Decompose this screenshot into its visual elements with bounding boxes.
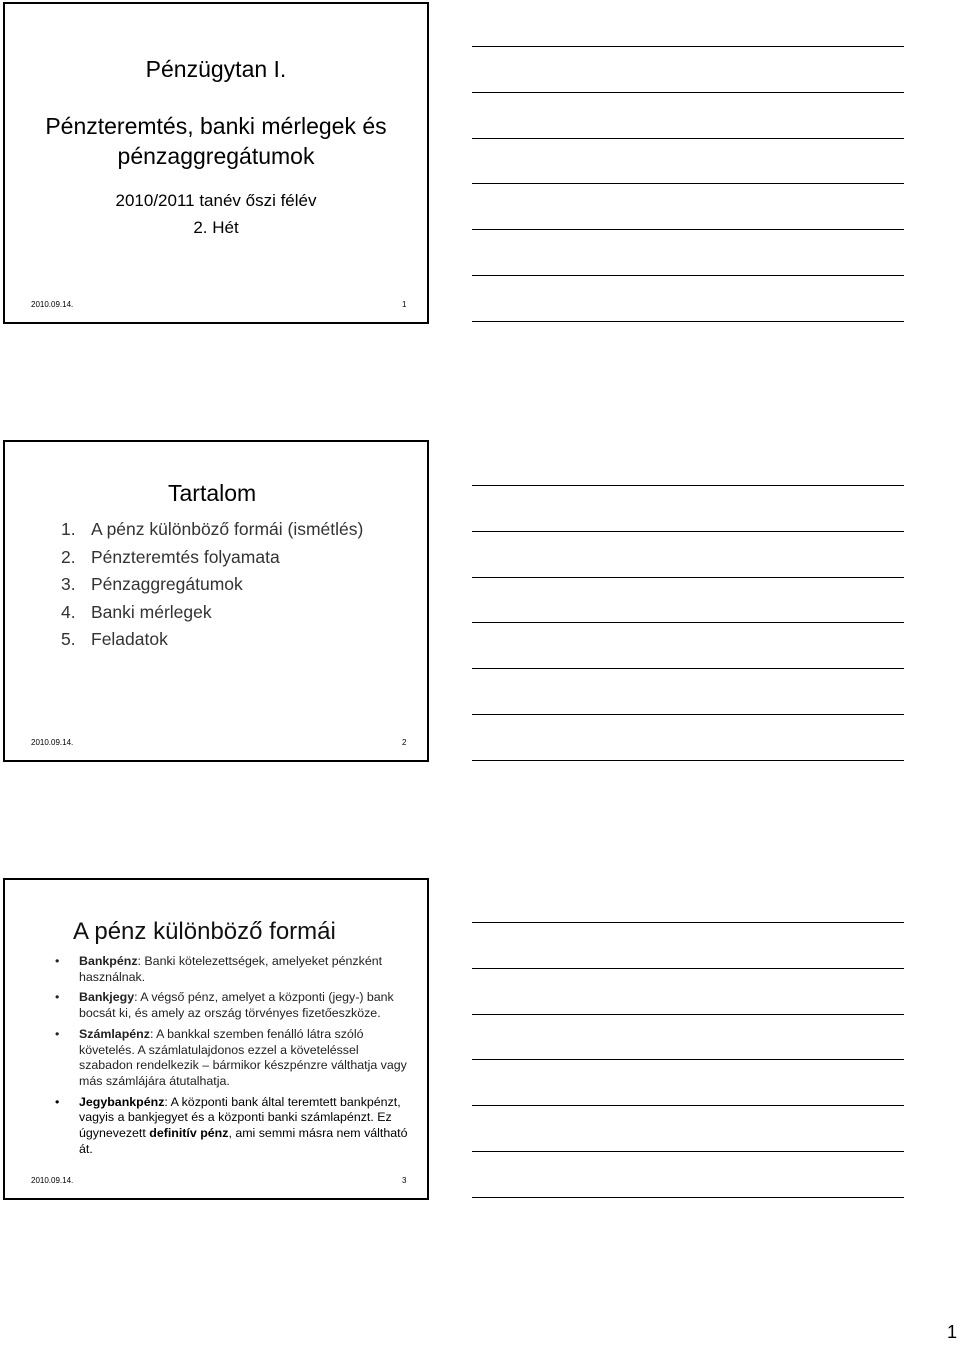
note-line [472, 229, 904, 230]
note-line [472, 138, 904, 139]
bullet-term: Számlapénz [79, 1026, 150, 1041]
note-line [472, 622, 904, 623]
bullet-text: : A bankkal szemben fenálló látra szóló követelés. A számlatulajdonos ezzel a követeléssel szabadon rendelkezik – bármikor készpénzre válthatja vagy más számlájára átutalhatja. [79, 1026, 407, 1088]
item-text: Pénzaggregátumok [91, 574, 243, 594]
slide-number: 2 [402, 738, 407, 747]
bullet-term: Jegybankpénz [79, 1094, 165, 1109]
item-text: Banki mérlegek [91, 601, 212, 622]
item-text: Pénzteremtés folyamata [91, 546, 280, 567]
list-item [61, 571, 363, 599]
bullet-term: Bankpénz [79, 954, 138, 968]
slide-title: Pénzügytan I. [145, 56, 287, 82]
item-text: Feladatok [91, 629, 168, 649]
slide-3 [3, 878, 429, 1200]
note-line [472, 531, 904, 532]
list-item [61, 544, 363, 572]
page-number: 1 [947, 1322, 958, 1342]
item-number: 2. [61, 546, 76, 567]
note-line [472, 714, 904, 715]
week-text: 2. Hét [193, 218, 239, 237]
note-line [472, 1059, 904, 1060]
item-number: 3. [61, 574, 76, 594]
list-item [61, 516, 363, 544]
note-line [472, 485, 904, 486]
subtitle-line: Pénzteremtés, banki mérlegek és [45, 113, 387, 139]
bullet-text: : A központi bank által teremtett bankpénzt, vagyis a bankjegyet és a központi banki számlapénzt. Ez úgynevezett [79, 1094, 401, 1141]
bullet-text: , ami semmi másra nem váltható át. [79, 1126, 408, 1156]
footer-date: 2010.09.14. [31, 1176, 74, 1185]
item-number: 5. [61, 629, 76, 649]
term-text: 2010/2011 tanév őszi félév [115, 191, 317, 210]
note-line [472, 46, 904, 47]
slide-title: Tartalom [168, 480, 257, 506]
item-number: 1. [61, 519, 76, 539]
subtitle-line: pénzaggregátumok [117, 143, 315, 169]
slide-2 [3, 440, 429, 762]
bullet-list [53, 954, 408, 1162]
slide-number: 3 [402, 1176, 407, 1185]
note-line [472, 275, 904, 276]
note-line [472, 1014, 904, 1015]
note-line [472, 760, 904, 761]
bullet-term: Bankjegy [79, 990, 135, 1005]
bullet-item [53, 1027, 408, 1090]
note-line [472, 321, 904, 322]
note-line [472, 668, 904, 669]
bullet-text: : Banki kötelezettségek, amelyeket pénzként használnak. [79, 954, 383, 984]
bullet-term-emphasis: definitív pénz [149, 1126, 229, 1141]
list-item [61, 626, 363, 654]
bullet-item [53, 1095, 408, 1158]
list-item [61, 599, 363, 627]
note-line [472, 1197, 904, 1198]
note-line [472, 922, 904, 923]
note-line [472, 92, 904, 93]
footer-date: 2010.09.14. [31, 738, 74, 747]
note-line [472, 1105, 904, 1106]
note-line [472, 183, 904, 184]
slide-1 [3, 2, 429, 324]
item-text: A pénz különböző formái (ismétlés) [91, 519, 364, 539]
note-line [472, 968, 904, 969]
slide-subtitle [5, 111, 427, 171]
slide-title: A pénz különböző formái [73, 918, 336, 945]
note-line [472, 577, 904, 578]
bullet-text: : A végső pénz, amelyet a központi (jegy-) bank bocsát ki, és amely az ország törvényes fizetőeszköze. [79, 990, 394, 1021]
note-line [472, 1151, 904, 1152]
bullet-item [53, 990, 408, 1021]
footer-date: 2010.09.14. [31, 300, 74, 309]
item-number: 4. [61, 601, 76, 622]
bullet-item [53, 954, 408, 985]
slide-number: 1 [402, 300, 407, 309]
contents-list [61, 516, 363, 654]
